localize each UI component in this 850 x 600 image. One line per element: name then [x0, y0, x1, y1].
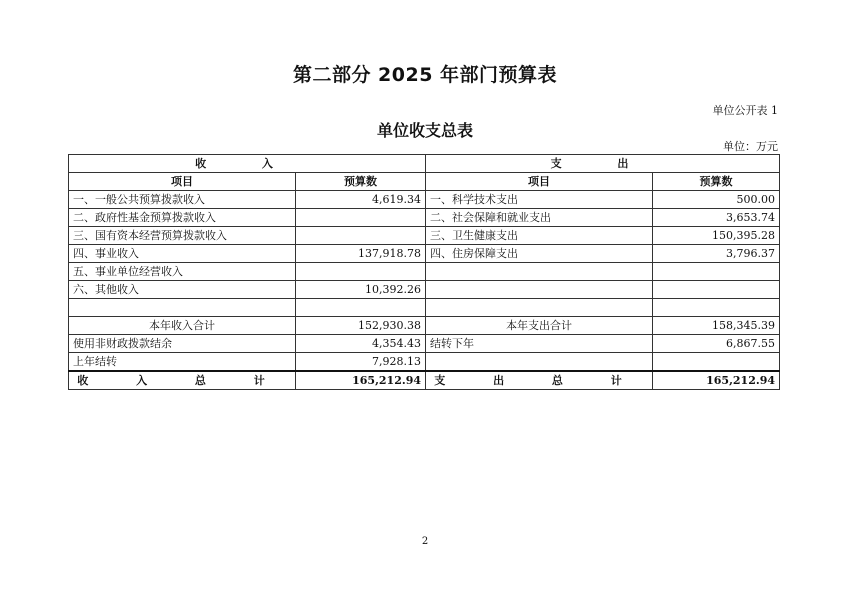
income-item: 二、政府性基金预算拨款收入	[69, 209, 296, 227]
table-row	[69, 191, 780, 209]
expense-item	[426, 353, 653, 372]
budget-summary-table	[68, 154, 780, 390]
table-title: 单位收支总表	[376, 121, 473, 140]
table-row	[69, 245, 780, 263]
income-item-header: 项目	[69, 173, 296, 191]
expense-subtotal: 158,345.39	[653, 317, 780, 335]
income-amount	[296, 263, 426, 281]
expense-item: 三、卫生健康支出	[426, 227, 653, 245]
expense-amount	[653, 263, 780, 281]
expense-subtotal-label: 本年支出合计	[426, 317, 653, 335]
total-income-amount: 165,212.94	[296, 371, 426, 390]
expense-item	[426, 299, 653, 317]
table-row	[69, 263, 780, 281]
income-item: 五、事业单位经营收入	[69, 263, 296, 281]
income-amount	[296, 227, 426, 245]
expense-item: 结转下年	[426, 335, 653, 353]
income-item: 上年结转	[69, 353, 296, 372]
income-amount-header: 预算数	[296, 173, 426, 191]
total-row	[69, 371, 780, 390]
page-title: 第二部分 2025 年部门预算表	[292, 64, 558, 86]
total-expense-amount: 165,212.94	[653, 371, 780, 390]
table-row	[69, 209, 780, 227]
income-subtotal: 152,930.38	[296, 317, 426, 335]
expense-item-header: 项目	[426, 173, 653, 191]
page-number: 2	[421, 536, 429, 547]
expense-amount: 500.00	[653, 191, 780, 209]
income-item	[69, 299, 296, 317]
expense-amount: 6,867.55	[653, 335, 780, 353]
column-header-row	[69, 173, 780, 191]
income-item: 三、国有资本经营预算拨款收入	[69, 227, 296, 245]
expense-item: 一、科学技术支出	[426, 191, 653, 209]
expense-item: 四、住房保障支出	[426, 245, 653, 263]
total-expense-label: 支 出 总 计	[426, 371, 653, 390]
expense-amount	[653, 299, 780, 317]
expense-amount: 3,653.74	[653, 209, 780, 227]
table-row	[69, 299, 780, 317]
income-item: 使用非财政拨款结余	[69, 335, 296, 353]
unit-label: 单位：万元	[723, 140, 778, 153]
expense-amount	[653, 281, 780, 299]
table-row	[69, 353, 780, 372]
income-amount: 4,619.34	[296, 191, 426, 209]
table-number: 单位公开表 1	[712, 104, 778, 117]
table-row	[69, 335, 780, 353]
expense-amount: 150,395.28	[653, 227, 780, 245]
income-amount	[296, 299, 426, 317]
income-amount: 10,392.26	[296, 281, 426, 299]
income-amount: 7,928.13	[296, 353, 426, 372]
expense-amount-header: 预算数	[653, 173, 780, 191]
income-amount: 4,354.43	[296, 335, 426, 353]
table-row	[69, 281, 780, 299]
total-income-label: 收 入 总 计	[69, 371, 296, 390]
income-group-header: 收 入	[69, 155, 426, 173]
income-subtotal-label: 本年收入合计	[69, 317, 296, 335]
income-item: 一、一般公共预算拨款收入	[69, 191, 296, 209]
income-item: 六、其他收入	[69, 281, 296, 299]
expense-item: 二、社会保障和就业支出	[426, 209, 653, 227]
income-amount	[296, 209, 426, 227]
group-header-row	[69, 155, 780, 173]
expense-amount: 3,796.37	[653, 245, 780, 263]
income-amount: 137,918.78	[296, 245, 426, 263]
expense-item	[426, 263, 653, 281]
table-row	[69, 227, 780, 245]
expense-amount	[653, 353, 780, 372]
subtotal-row	[69, 317, 780, 335]
expense-item	[426, 281, 653, 299]
income-item: 四、事业收入	[69, 245, 296, 263]
expense-group-header: 支 出	[426, 155, 780, 173]
